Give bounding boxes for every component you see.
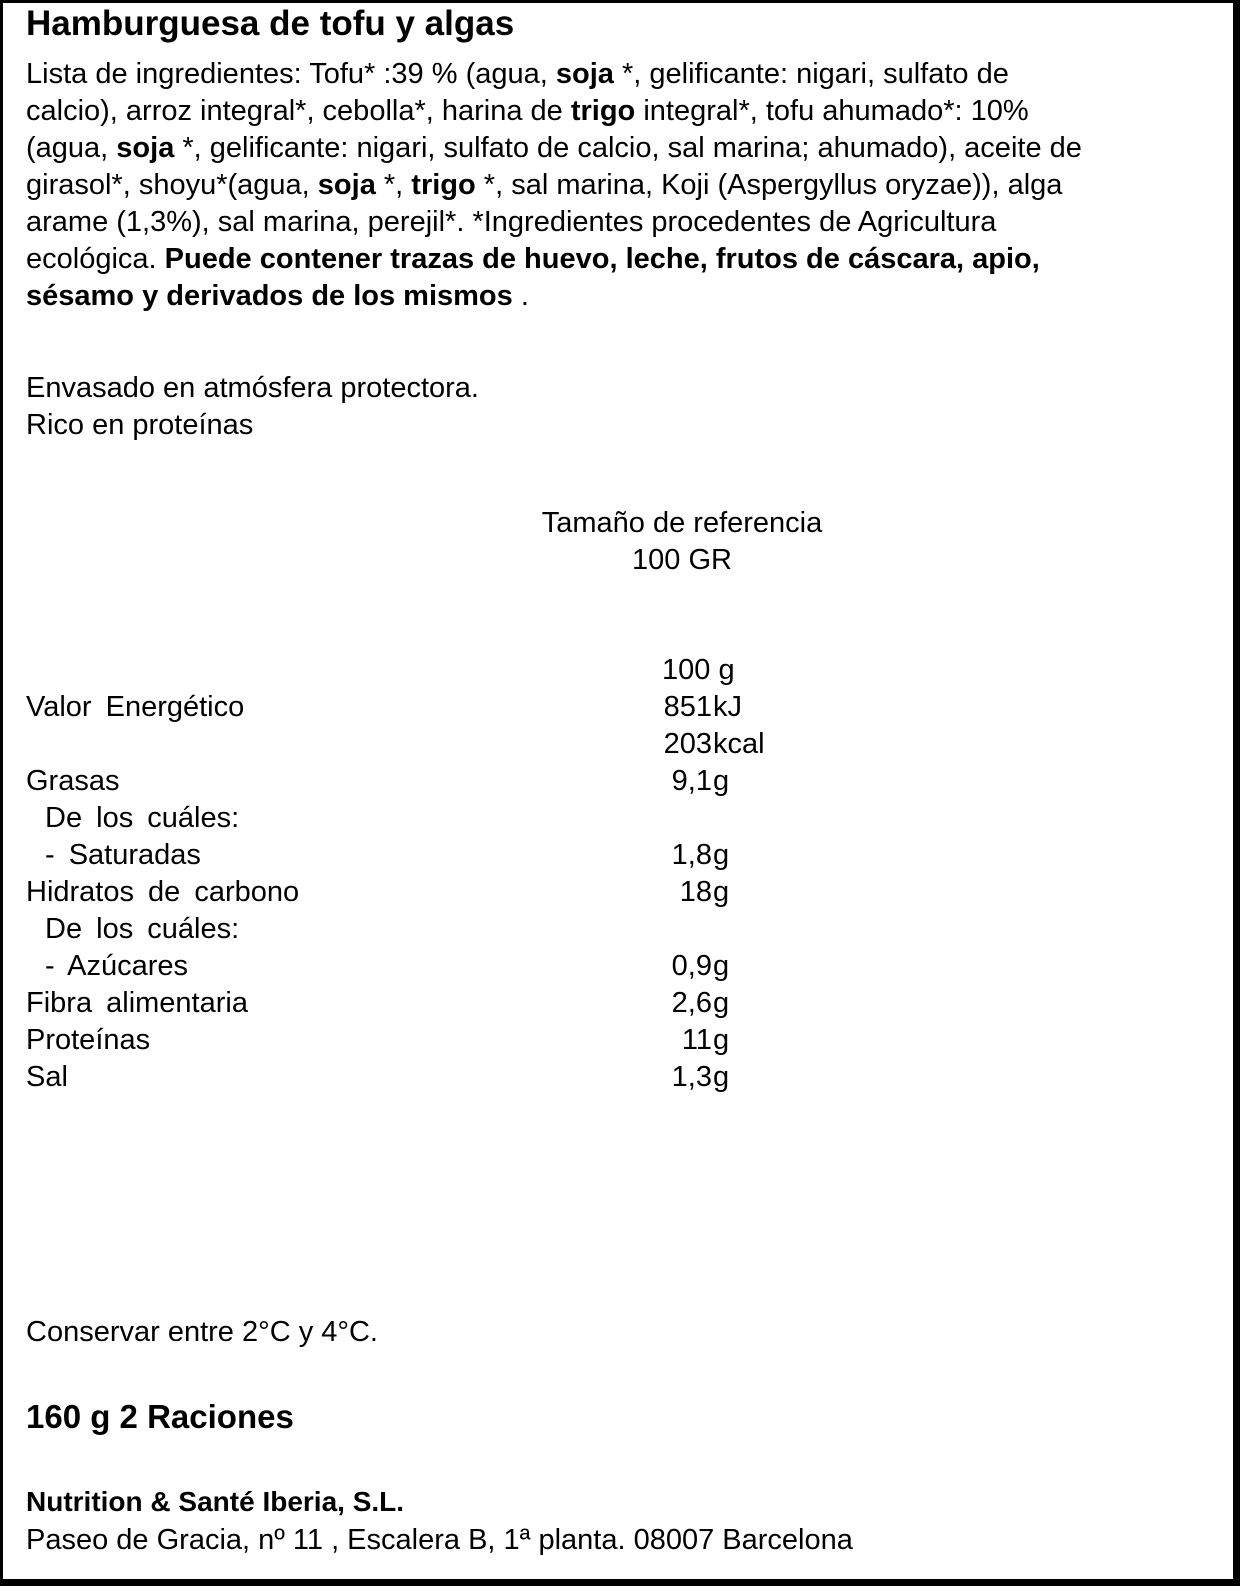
ingredients-text: ecológica. [26,243,165,275]
company-address: Paseo de Gracia, nº 11 , Escalera B, 1ª planta. 08007 Barcelona [26,1524,853,1556]
nutrition-column-header: 100 g [662,654,735,686]
nutrient-unit: g [713,1061,730,1093]
allergen-text: soja [317,169,376,201]
ingredients-text: Lista de ingredientes: Tofu* :39 % (agua, [26,58,556,90]
nutrient-unit: kJ [713,691,742,723]
nutrient-value: 11 [681,1024,712,1056]
nutrient-value: 1,3 [671,1061,712,1093]
ingredients-line [26,93,1216,130]
nutrient-unit: g [713,765,730,797]
ingredients-text: arame (1,3%), sal marina, perejil*. *Ingredientes procedentes de Agricultura [26,206,997,238]
nutrient-value: 9,1 [671,765,712,797]
allergen-text: trigo [570,95,636,127]
nutrient-label: Fibra alimentaria [26,987,248,1019]
reference-size-value: 100 GR [632,544,732,576]
ingredients-line [26,130,1216,167]
ingredients-text: calcio), arroz integral*, cebolla*, harina de [26,95,571,127]
ingredients-text: girasol*, shoyu*(agua, [26,169,318,201]
company-name: Nutrition & Santé Iberia, S.L. [26,1486,405,1517]
nutrient-value: 1,8 [671,839,712,871]
ingredients-text: . [512,280,529,312]
nutrient-unit: g [713,876,730,908]
nutrient-label: Proteínas [26,1024,151,1056]
ingredients-text: *, sal marina, Koji (Aspergyllus oryzae)), alga [475,169,1063,201]
ingredients-text: *, gelificante: nigari, sulfato de calcio, sal marina; ahumado), aceite de [174,132,1082,164]
allergen-text: soja [116,132,175,164]
nutrient-unit: g [713,950,730,982]
nutrient-label: Sal [26,1061,68,1093]
ingredients-text: *, [375,169,412,201]
ingredients-text: *, gelificante: nigari, sulfato de [613,58,1009,90]
nutrient-label: - Azúcares [45,950,188,982]
nutrient-value: 203 [663,728,712,760]
net-weight: 160 g 2 Raciones [26,1398,294,1435]
ingredients-line [26,167,1216,204]
nutrient-label: Hidratos de carbono [26,876,300,908]
nutrient-unit: g [713,987,730,1019]
allergen-warning: Puede contener trazas de huevo, leche, frutos de cáscara, apio, [164,243,1040,275]
nutrient-label: De los cuáles: [45,802,240,834]
product-title: Hamburguesa de tofu y algas [26,4,515,43]
ingredients-text: integral*, tofu ahumado*: 10% [635,95,1029,127]
allergen-text: soja [555,58,614,90]
reference-size-label: Tamaño de referencia [541,507,823,539]
ingredients-line [26,56,1216,93]
ingredients-line [26,241,1216,278]
nutrient-label: - Saturadas [45,839,201,871]
ingredients-text: (agua, [26,132,117,164]
packaging-note: Envasado en atmósfera protectora. [26,372,479,404]
allergen-text: trigo [411,169,476,201]
nutrient-label: De los cuáles: [45,913,240,945]
nutrient-unit: g [713,839,730,871]
nutrient-unit: g [713,1024,730,1056]
nutrient-value: 851 [663,691,712,723]
nutrient-label: Valor Energético [26,691,245,723]
protein-claim: Rico en proteínas [26,409,254,441]
storage-instructions: Conservar entre 2°C y 4°C. [26,1316,378,1348]
nutrient-value: 2,6 [671,987,712,1019]
nutrient-value: 0,9 [671,950,712,982]
nutrient-value: 18 [679,876,712,908]
ingredients-list [26,56,1216,315]
allergen-warning: sésamo y derivados de los mismos [26,280,513,312]
ingredients-line [26,278,1216,315]
nutrient-unit: kcal [713,728,765,760]
ingredients-line [26,204,1216,241]
nutrient-label: Grasas [26,765,120,797]
